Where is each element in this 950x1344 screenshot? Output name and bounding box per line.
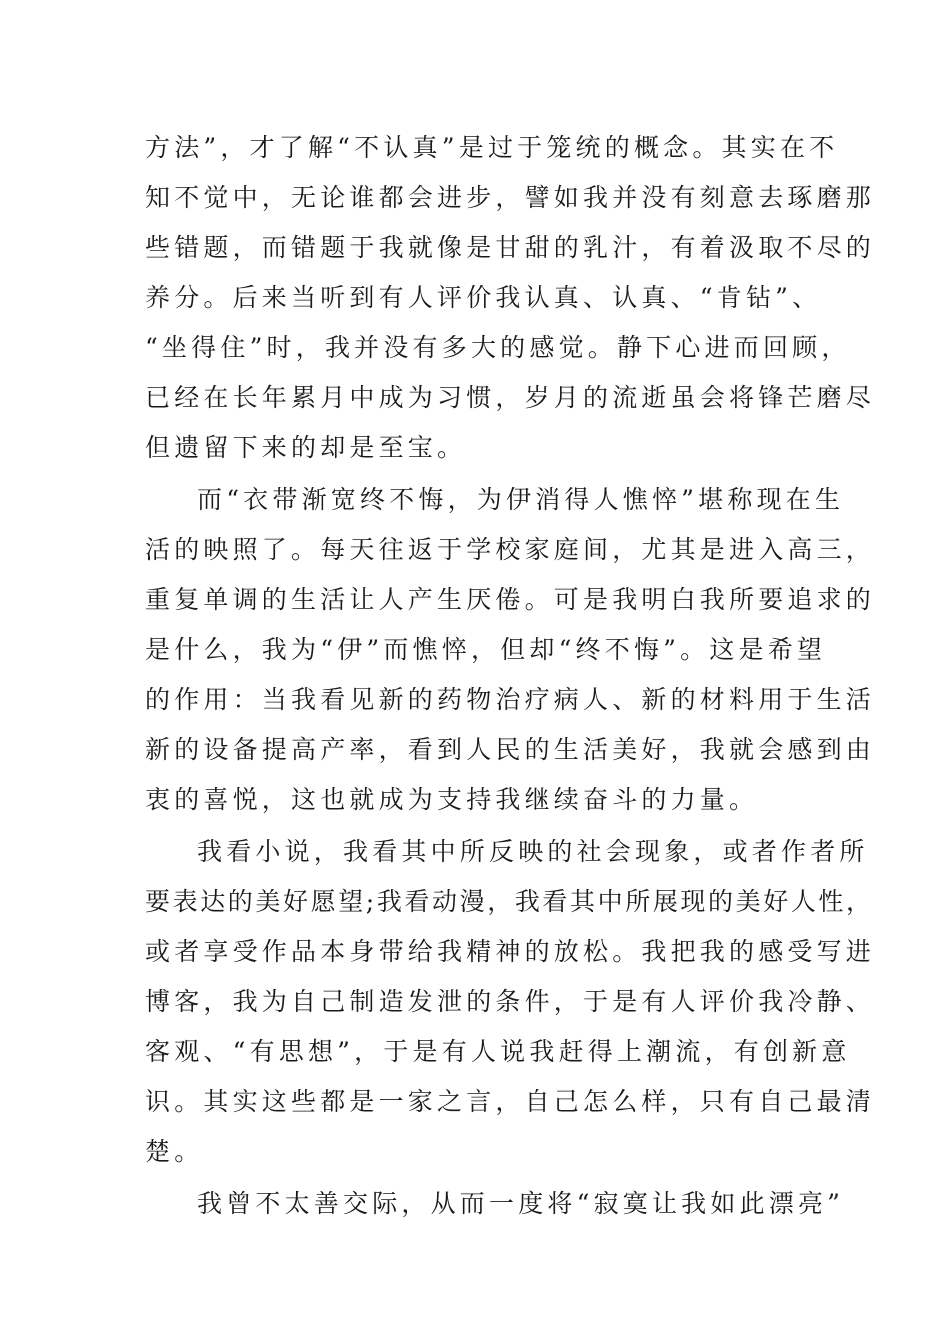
text-line-15: 我看小说，我看其中所反映的社会现象，或者作者所 xyxy=(197,837,869,866)
text-line-10: 重复单调的生活让人产生厌倦。可是我明白我所要追求的 xyxy=(145,585,876,614)
text-line-22: 我曾不太善交际，从而一度将“寂寞让我如此漂亮” xyxy=(197,1189,845,1218)
text-line-4: 养分。后来当听到有人评价我认真、认真、“肯钻”、 xyxy=(145,283,822,312)
text-line-13: 新的设备提高产率，看到人民的生活美好，我就会感到由 xyxy=(145,735,876,764)
text-line-16: 要表达的美好愿望;我看动漫，我看其中所展现的美好人性， xyxy=(145,887,874,916)
text-line-7: 但遗留下来的却是至宝。 xyxy=(145,433,467,462)
text-line-5: “坐得住”时，我并没有多大的感觉。静下心进而回顾， xyxy=(145,333,851,362)
text-line-14: 衷的喜悦，这也就成为支持我继续奋斗的力量。 xyxy=(145,785,759,814)
text-line-20: 识。其实这些都是一家之言，自己怎么样，只有自己最清 xyxy=(145,1087,876,1116)
text-line-21: 楚。 xyxy=(145,1137,204,1166)
text-line-18: 博客，我为自己制造发泄的条件，于是有人评价我冷静、 xyxy=(145,987,876,1016)
text-line-19: 客观、“有思想”，于是有人说我赶得上潮流，有创新意 xyxy=(145,1037,851,1066)
text-line-17: 或者享受作品本身带给我精神的放松。我把我的感受写进 xyxy=(145,937,876,966)
text-line-1: 方法”，才了解“不认真”是过于笼统的概念。其实在不 xyxy=(145,133,839,162)
text-line-11: 是什么，我为“伊”而憔悴，但却“终不悔”。这是希望 xyxy=(145,635,827,664)
text-line-9: 活的映照了。每天往返于学校家庭间，尤其是进入高三， xyxy=(145,535,876,564)
text-line-6: 已经在长年累月中成为习惯，岁月的流逝虽会将锋芒磨尽 xyxy=(145,383,876,412)
text-line-2: 知不觉中，无论谁都会进步，譬如我并没有刻意去琢磨那 xyxy=(145,183,876,212)
text-line-12: 的作用：当我看见新的药物治疗病人、新的材料用于生活 xyxy=(145,685,876,714)
text-line-8: 而“衣带渐宽终不悔，为伊消得人憔悴”堪称现在生 xyxy=(197,485,845,514)
text-line-3: 些错题，而错题于我就像是甘甜的乳汁，有着汲取不尽的 xyxy=(145,233,876,262)
